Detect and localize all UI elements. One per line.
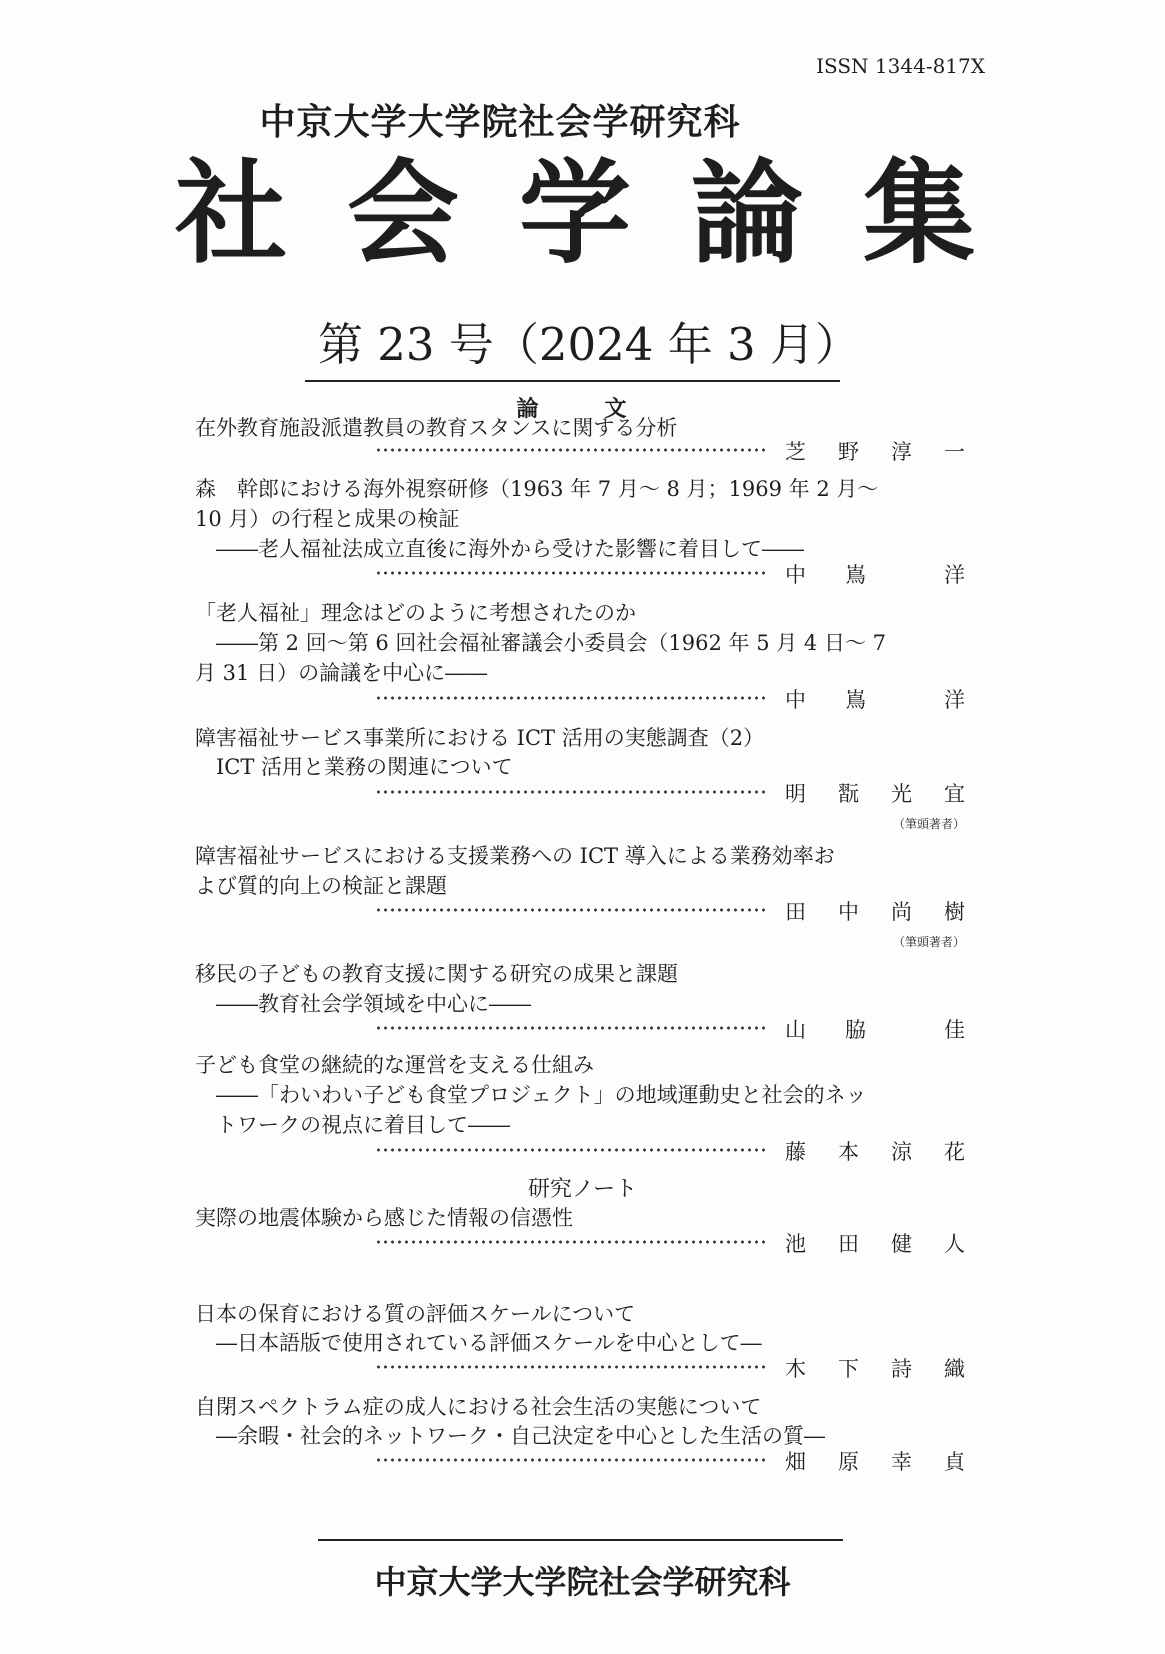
entry-title-line: 「老人福祉」理念はどのように考想されたのか — [195, 601, 636, 625]
entry-subtitle-line: ――第 2 回〜第 6 回社会福祉審議会小委員会（1962 年 5 月 4 日〜 7 — [195, 631, 886, 655]
author-name: 中 嶌 洋 — [785, 563, 965, 587]
author-row — [375, 1357, 965, 1383]
entry-title-line: 自閉スペクトラム症の成人における社会生活の実態について — [195, 1395, 762, 1419]
issue-number: 第 23 号（2024 年 3 月） — [318, 318, 860, 371]
author-row — [375, 900, 965, 926]
leader-dots — [375, 1024, 765, 1032]
entry-subtitle-line: ―日本語版で使用されている評価スケールを中心として― — [195, 1331, 762, 1355]
entry-title-line: 在外教育施設派遣教員の教育スタンスに関する分析 — [195, 416, 678, 440]
leader-dots — [375, 446, 765, 454]
entry-subtitle-line: トワークの視点に着目して―― — [195, 1113, 510, 1137]
entry-subtitle-line: ICT 活用と業務の関連について — [195, 755, 513, 779]
leader-dots — [375, 1146, 765, 1154]
entry-title-line: 実際の地震体験から感じた情報の信憑性 — [195, 1206, 573, 1230]
author-row — [375, 1018, 965, 1044]
leader-dots — [375, 1363, 765, 1371]
author-name: 田 中 尚 樹 — [785, 900, 965, 924]
title-char: 論 — [691, 148, 803, 279]
leader-dots — [375, 906, 765, 914]
issn: ISSN 1344-817X — [816, 54, 985, 78]
title-char: 会 — [347, 148, 459, 279]
author-name: 山 脇 佳 — [785, 1018, 965, 1042]
entry-subtitle-line: ――老人福祉法成立直後に海外から受けた影響に着目して―― — [195, 537, 804, 561]
entry-title-line: 障害福祉サービスにおける支援業務への ICT 導入による業務効率お — [195, 844, 835, 868]
journal-title — [175, 148, 975, 279]
institution-bottom: 中京大学大学院社会学研究科 — [374, 1563, 791, 1601]
author-row — [375, 563, 965, 589]
entry-title-line: 森 幹郎における海外視察研修（1963 年 7 月〜 8 月；1969 年 2 月〜 — [195, 477, 879, 501]
title-char: 社 — [175, 148, 287, 279]
entry-subtitle-line: 月 31 日）の論議を中心に―― — [195, 661, 488, 685]
author-name: 畑 原 幸 貞 — [785, 1450, 965, 1474]
entry-title-line: 子ども食堂の継続的な運営を支える仕組み — [195, 1053, 594, 1077]
author-row — [375, 688, 965, 714]
author-row — [375, 782, 965, 808]
entry-title-line: 障害福祉サービス事業所における ICT 活用の実態調査（2） — [195, 726, 765, 750]
entry-subtitle-line: ―余暇・社会的ネットワーク・自己決定を中心とした生活の質― — [195, 1424, 825, 1448]
author-name: 明 翫 光 宜 — [785, 782, 965, 806]
leader-dots — [375, 569, 765, 577]
author-note: （筆頭著者） — [892, 817, 965, 831]
leader-dots — [375, 1456, 765, 1464]
leader-dots — [375, 1238, 765, 1246]
author-name: 藤 本 涼 花 — [785, 1140, 965, 1164]
author-name: 芝 野 淳 一 — [785, 440, 965, 464]
entry-subtitle-line: ――教育社会学領域を中心に―― — [195, 992, 531, 1016]
institution-top: 中京大学大学院社会学研究科 — [259, 101, 741, 143]
author-row — [375, 440, 965, 466]
author-row — [375, 1140, 965, 1166]
author-note: （筆頭著者） — [892, 935, 965, 949]
author-name: 木 下 詩 織 — [785, 1357, 965, 1381]
section-heading-papers: 論 文 — [516, 396, 649, 422]
entry-title-line: よび質的向上の検証と課題 — [195, 874, 447, 898]
author-row — [375, 1232, 965, 1258]
entry-title-line: 移民の子どもの教育支援に関する研究の成果と課題 — [195, 962, 678, 986]
title-char: 学 — [519, 148, 631, 279]
author-name: 中 嶌 洋 — [785, 688, 965, 712]
entry-title-line: 10 月）の行程と成果の検証 — [195, 507, 460, 531]
entry-title-line: 日本の保育における質の評価スケールについて — [195, 1302, 636, 1326]
section-heading-research-notes: 研究ノート — [527, 1177, 638, 1202]
leader-dots — [375, 788, 765, 796]
divider-top — [305, 380, 840, 382]
author-row — [375, 1450, 965, 1476]
leader-dots — [375, 694, 765, 702]
entry-subtitle-line: ――「わいわい子ども食堂プロジェクト」の地域運動史と社会的ネッ — [195, 1083, 867, 1107]
title-char: 集 — [863, 148, 975, 279]
author-name: 池 田 健 人 — [785, 1232, 965, 1256]
divider-bottom — [318, 1539, 843, 1541]
